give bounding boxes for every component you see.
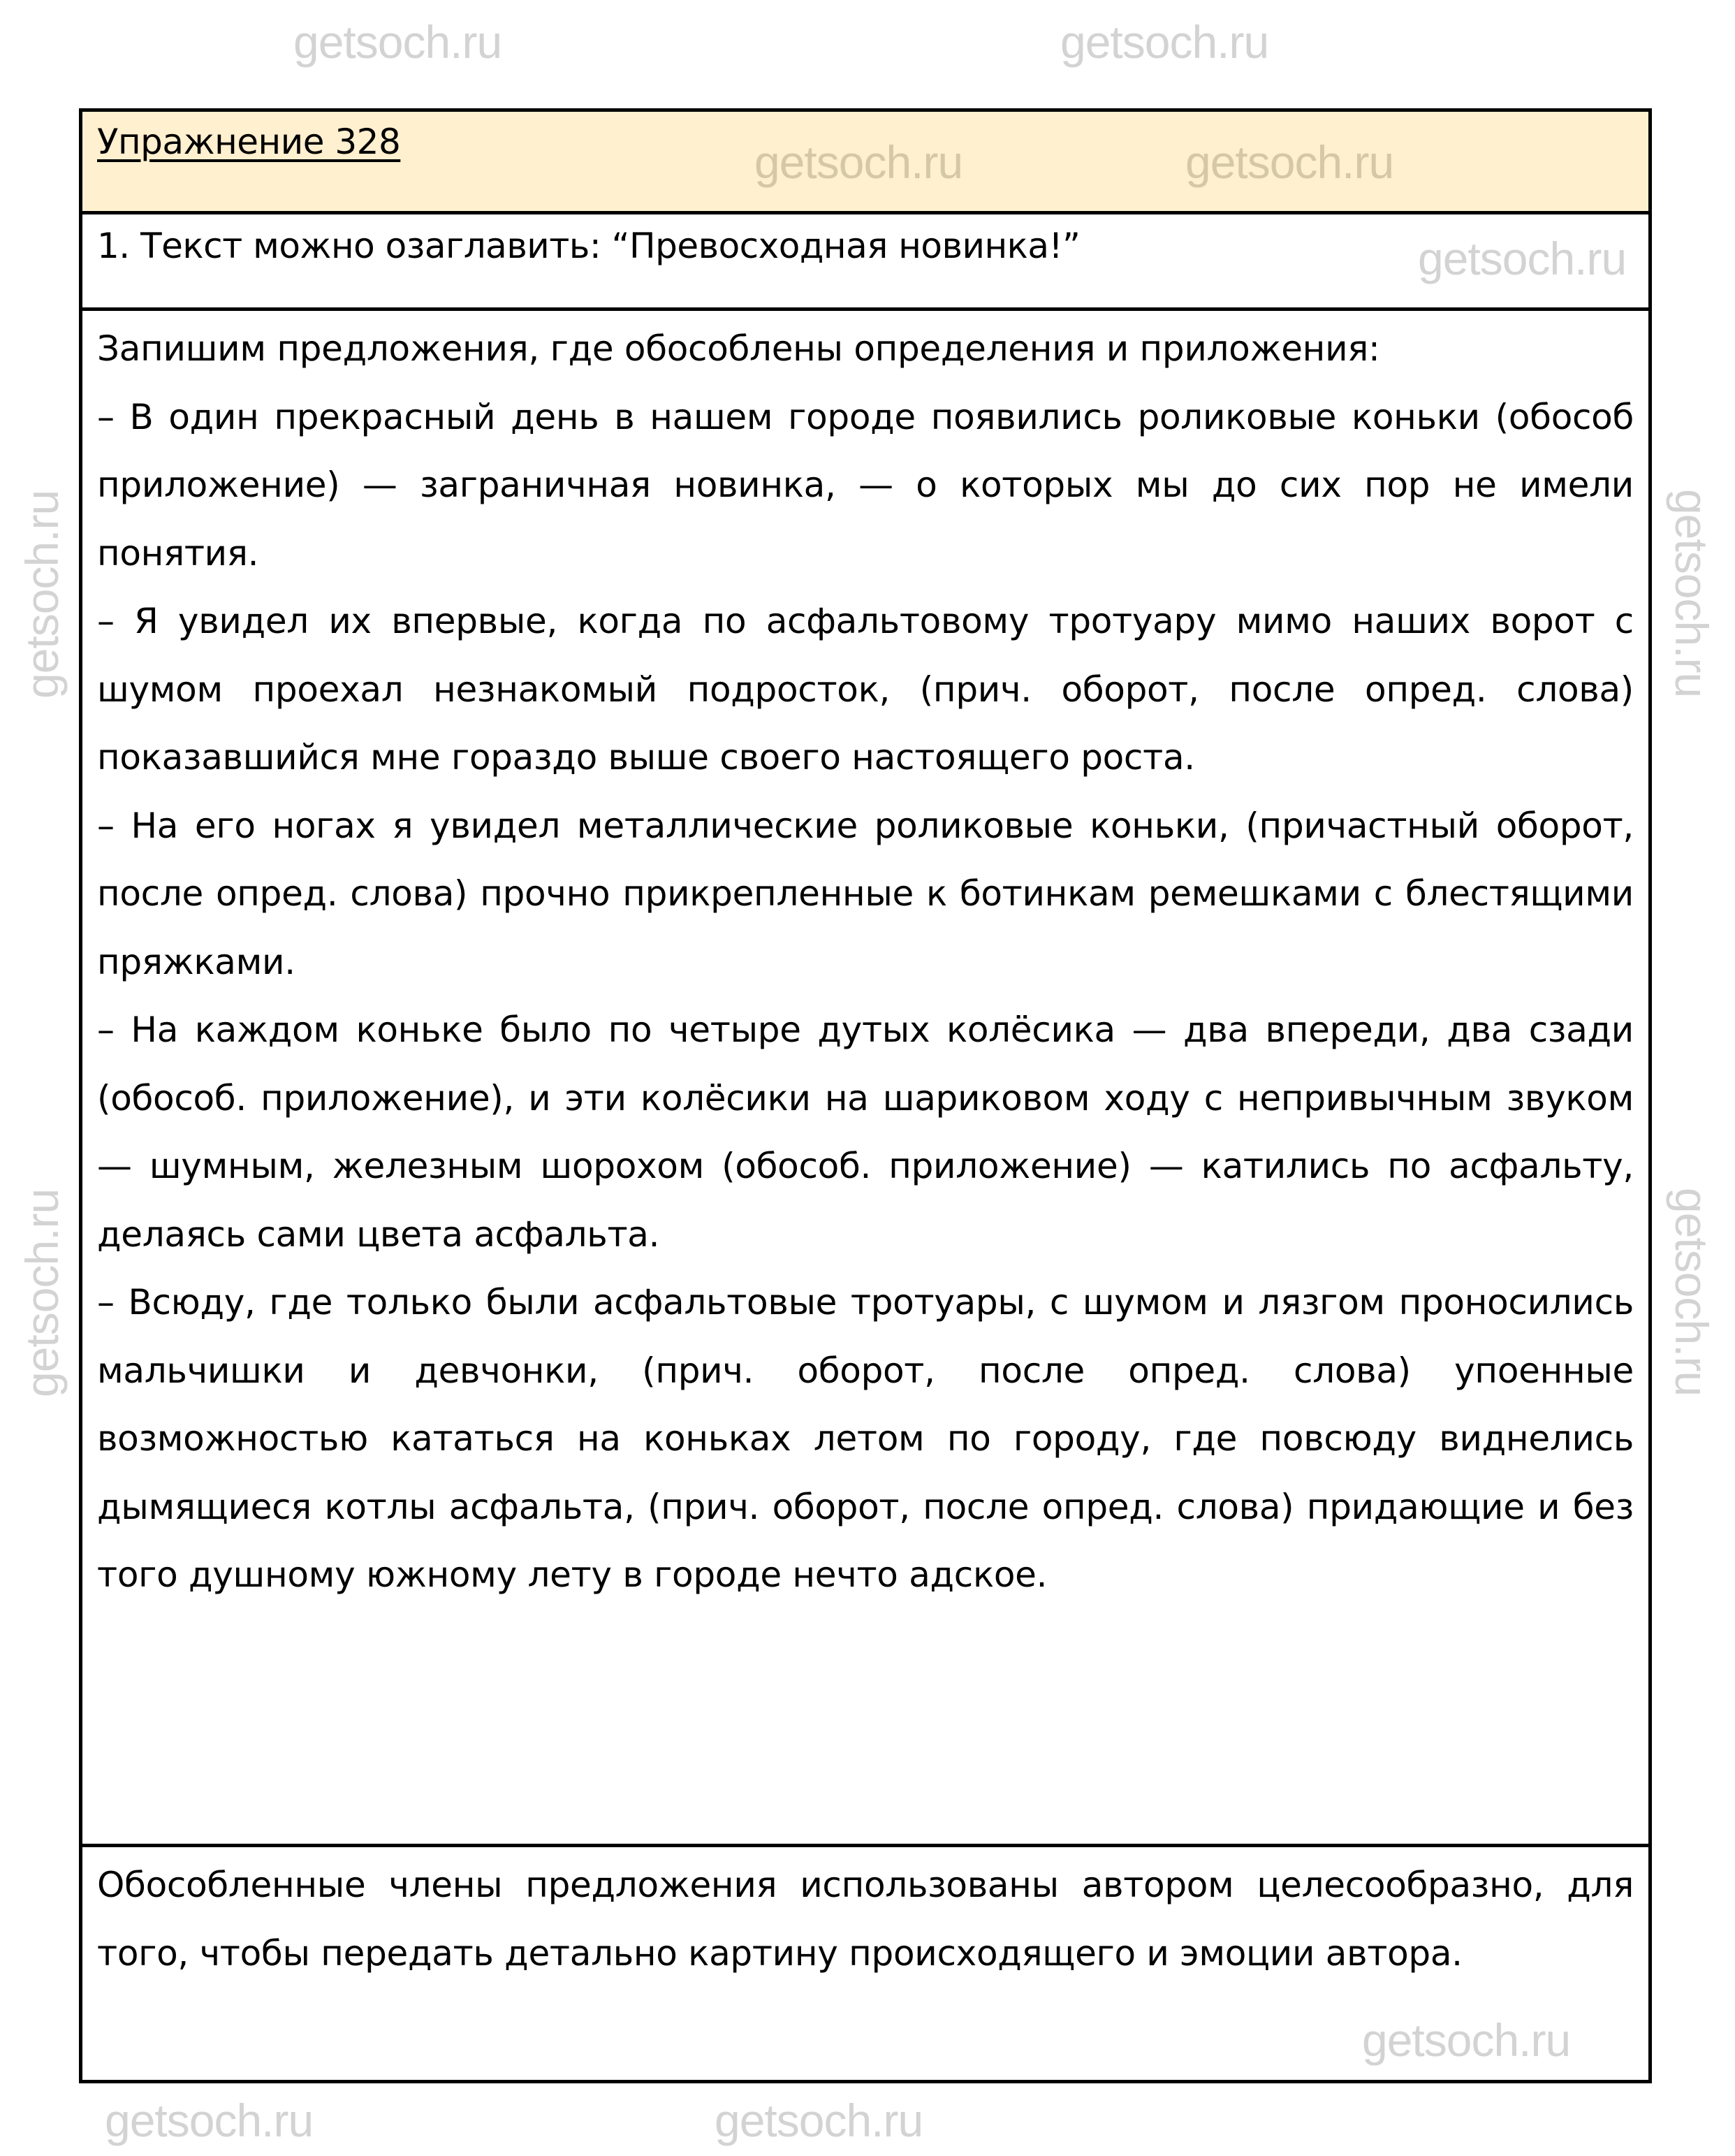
watermark: getsoch.ru [715, 2095, 923, 2146]
title-suggestion: 1. Текст можно озаглавить: “Превосходная новинка!” [97, 226, 1081, 266]
watermark: getsoch.ru [1060, 16, 1269, 68]
sentences-intro: Запишим предложения, где обособлены определения и приложения: [97, 328, 1380, 369]
sentence-item: – Я увидел их впервые, когда по асфальтовому тротуару мимо наших ворот с шумом проехал незнакомый подросток, (прич. оборот, после опред. слова) показавшийся мне гораздо выше своего настоящего роста. [97, 601, 1634, 778]
conclusion-text: Обособленные члены предложения использованы автором целесообразно, для того, чтобы передать детально картину происходящего и эмоции автора. [97, 1865, 1634, 1974]
watermark: getsoch.ru [105, 2095, 314, 2146]
sentences-row [82, 311, 1648, 1847]
sentences-block [97, 315, 1634, 1610]
sentence-item: – Всюду, где только были асфальтовые тротуары, с шумом и лязгом проносились мальчишки и девчонки, (прич. оборот, после опред. слова) упоенные возможностью кататься на коньках летом по городу, где повсюду виднелись дымящиеся котлы асфальта, (прич. оборот, после опред. слова) придающие и без того душному южному лету в городе нечто адское. [97, 1282, 1634, 1595]
sentence-item: – На его ногах я увидел металлические роликовые коньки, (причастный оборот, после опред. слова) прочно прикрепленные к ботинкам ремешками с блестящими пряжками. [97, 805, 1634, 982]
title-suggestion-row [82, 214, 1648, 311]
watermark: getsoch.ru [1666, 1188, 1718, 1397]
exercise-table [79, 108, 1652, 2083]
watermark: getsoch.ru [1666, 489, 1718, 698]
exercise-title: Упражнение 328 [97, 122, 401, 162]
conclusion-row [82, 1847, 1648, 2080]
watermark: getsoch.ru [1418, 233, 1627, 284]
sentence-item: – На каждом коньке было по четыре дутых колёсика — два впереди, два сзади (обособ. приложение), и эти колёсики на шариковом ходу с непривычным звуком — шумным, железным шорохом (обособ. приложение) — катились по асфальту, делаясь сами цвета асфальта. [97, 1010, 1634, 1255]
watermark: getsoch.ru [293, 16, 502, 68]
watermark: getsoch.ru [1185, 136, 1394, 188]
watermark: getsoch.ru [754, 136, 963, 188]
watermark: getsoch.ru [16, 1188, 68, 1397]
sentence-item: – В один прекрасный день в нашем городе появились роликовые коньки (обособ приложение) — заграничная новинка, — о которых мы до сих пор не имели понятия. [97, 396, 1634, 574]
watermark: getsoch.ru [16, 490, 68, 699]
exercise-header-row [82, 112, 1648, 214]
watermark: getsoch.ru [1362, 2014, 1571, 2066]
